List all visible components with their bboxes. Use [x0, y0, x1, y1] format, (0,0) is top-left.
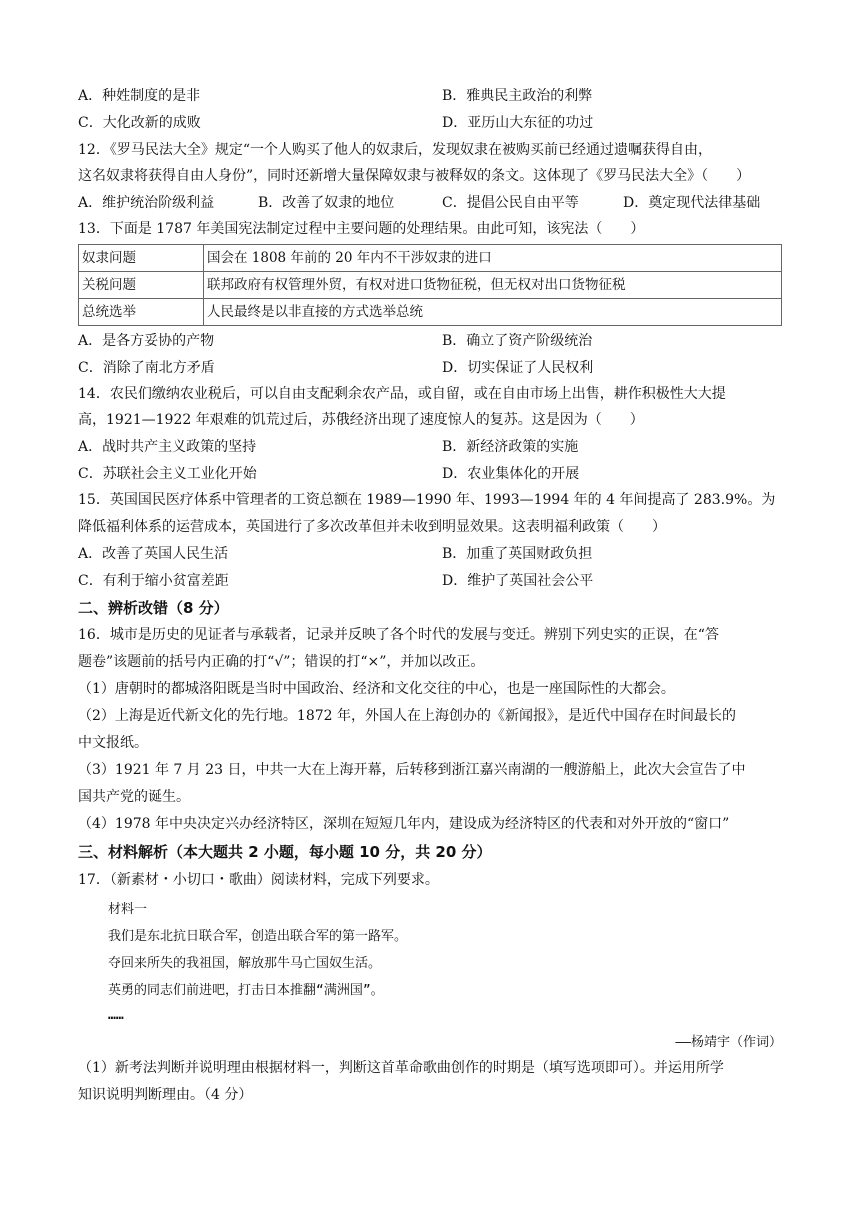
- q17-sub1-line1: （1）新考法判断并说明理由根据材料一，判断这首革命歌曲创作的时期是（填写选项即可）。并运用所学: [78, 1060, 724, 1076]
- lyric-line-3: 英勇的同志们前进吧，打击日本推翻“满洲国”。: [108, 983, 384, 998]
- lyric-author: ——杨靖宇（作词）: [675, 1035, 782, 1050]
- q17-sub1-line2: 知识说明判断理由。（4 分）: [78, 1087, 253, 1103]
- q14-stem-line2: 高，1921—1922 年艰难的饥荒过后，苏俄经济出现了速度惊人的复苏。这是因为（ ）: [78, 412, 644, 428]
- q11-option-c: C．大化改新的成败: [78, 115, 201, 131]
- q16-item-3-line1: （3）1921 年 7 月 23 日，中共一大在上海开幕，后转移到浙江嘉兴南湖的一艘游船上，此次大会宣告了中: [78, 762, 746, 778]
- table-cell-result: 人民最终是以非直接的方式选举总统: [204, 299, 782, 326]
- q16-item-4: （4）1978 年中央决定兴办经济特区，深圳在短短几年内，建设成为经济特区的代表和对外开放的“窗口”: [78, 816, 730, 832]
- q15-option-d: D．维护了英国社会公平: [442, 573, 594, 589]
- q14-option-a: A．战时共产主义政策的坚持: [78, 439, 257, 455]
- table-cell-issue: 总统选举: [79, 299, 204, 326]
- lyric-line-2: 夺回来所失的我祖国，解放那牛马亡国奴生活。: [108, 956, 382, 971]
- table-cell-issue: 奴隶问题: [79, 245, 204, 272]
- q13-option-b: B．确立了资产阶级统治: [442, 333, 593, 349]
- section-3-title: 三、材料解析（本大题共 2 小题，每小题 10 分，共 20 分）: [78, 843, 492, 861]
- table-cell-result: 国会在 1808 年前的 20 年内不干涉奴隶的进口: [204, 245, 782, 272]
- q14-option-d: D．农业集体化的开展: [442, 466, 580, 482]
- q14-option-b: B．新经济政策的实施: [442, 439, 579, 455]
- q11-option-d: D．亚历山大东征的功过: [442, 115, 594, 131]
- q12-stem-line2: 这名奴隶将获得自由人身份”，同时还新增大量保障奴隶与被释奴的条文。这体现了《罗马民法大全》（ ）: [78, 168, 751, 184]
- q12-option-d: D．奠定现代法律基础: [623, 195, 761, 211]
- q13-option-d: D．切实保证了人民权利: [442, 360, 594, 376]
- q11-option-a: A．种姓制度的是非: [78, 88, 201, 104]
- q12-option-b: B．改善了奴隶的地位: [258, 195, 395, 211]
- section-2-title: 二、辨析改错（8 分）: [78, 599, 229, 617]
- q15-stem-line1: 15．英国国民医疗体系中管理者的工资总额在 1989—1990 年、1993—1994 年的 4 年间提高了 283.9%。为: [78, 492, 776, 508]
- table-row: [79, 299, 782, 326]
- table-cell-issue: 关税问题: [79, 272, 204, 299]
- q16-stem-line2: 题卷”该题前的括号内正确的打“√”；错误的打“×”，并加以改正。: [78, 654, 485, 670]
- lyric-line-1: 我们是东北抗日联合军，创造出联合军的第一路军。: [108, 929, 408, 944]
- table-cell-result: 联邦政府有权管理外贸，有权对进口货物征税，但无权对出口货物征税: [204, 272, 782, 299]
- q16-item-2-line1: （2）上海是近代新文化的先行地。1872 年，外国人在上海创办的《新闻报》，是近代中国存在时间最长的: [78, 708, 736, 724]
- q13-stem: 13．下面是 1787 年美国宪法制定过程中主要问题的处理结果。由此可知，该宪法（ ）: [78, 221, 645, 237]
- q16-item-1: （1）唐朝时的都城洛阳既是当时中国政治、经济和文化交往的中心，也是一座国际性的大都会。: [78, 681, 675, 697]
- q15-option-b: B．加重了英国财政负担: [442, 546, 593, 562]
- q14-option-c: C．苏联社会主义工业化开始: [78, 466, 257, 482]
- q12-option-c: C．提倡公民自由平等: [442, 195, 579, 211]
- q13-table: [78, 244, 782, 326]
- material-title: 材料一: [108, 902, 148, 917]
- q16-item-3-line2: 国共产党的诞生。: [78, 789, 190, 805]
- q12-option-a: A．维护统治阶级利益: [78, 195, 215, 211]
- q15-option-a: A．改善了英国人民生活: [78, 546, 229, 562]
- q16-stem-line1: 16．城市是历史的见证者与承载者，记录并反映了各个时代的发展与变迁。辨别下列史实的正误，在“答: [78, 627, 719, 643]
- table-row: [79, 245, 782, 272]
- q15-option-c: C．有利于缩小贫富差距: [78, 573, 229, 589]
- q11-option-b: B．雅典民主政治的利弊: [442, 88, 593, 104]
- q14-stem-line1: 14．农民们缴纳农业税后，可以自由支配剩余农产品，或自留，或在自由市场上出售，耕作积极性大大提: [78, 386, 726, 402]
- q13-option-c: C．消除了南北方矛盾: [78, 360, 215, 376]
- q13-option-a: A．是各方妥协的产物: [78, 333, 215, 349]
- q16-item-2-line2: 中文报纸。: [78, 735, 148, 751]
- table-row: [79, 272, 782, 299]
- q17-stem: 17．（新素材・小切口・歌曲）阅读材料，完成下列要求。: [78, 872, 439, 888]
- q15-stem-line2: 降低福利体系的运营成本，英国进行了多次改革但并未收到明显效果。这表明福利政策（ ）: [78, 519, 666, 535]
- q12-stem-line1: 12．《罗马民法大全》规定“一个人购买了他人的奴隶后，发现奴隶在被购买前已经通过遗嘱获得自由，: [78, 142, 712, 158]
- lyric-ellipsis: ……: [108, 1008, 124, 1023]
